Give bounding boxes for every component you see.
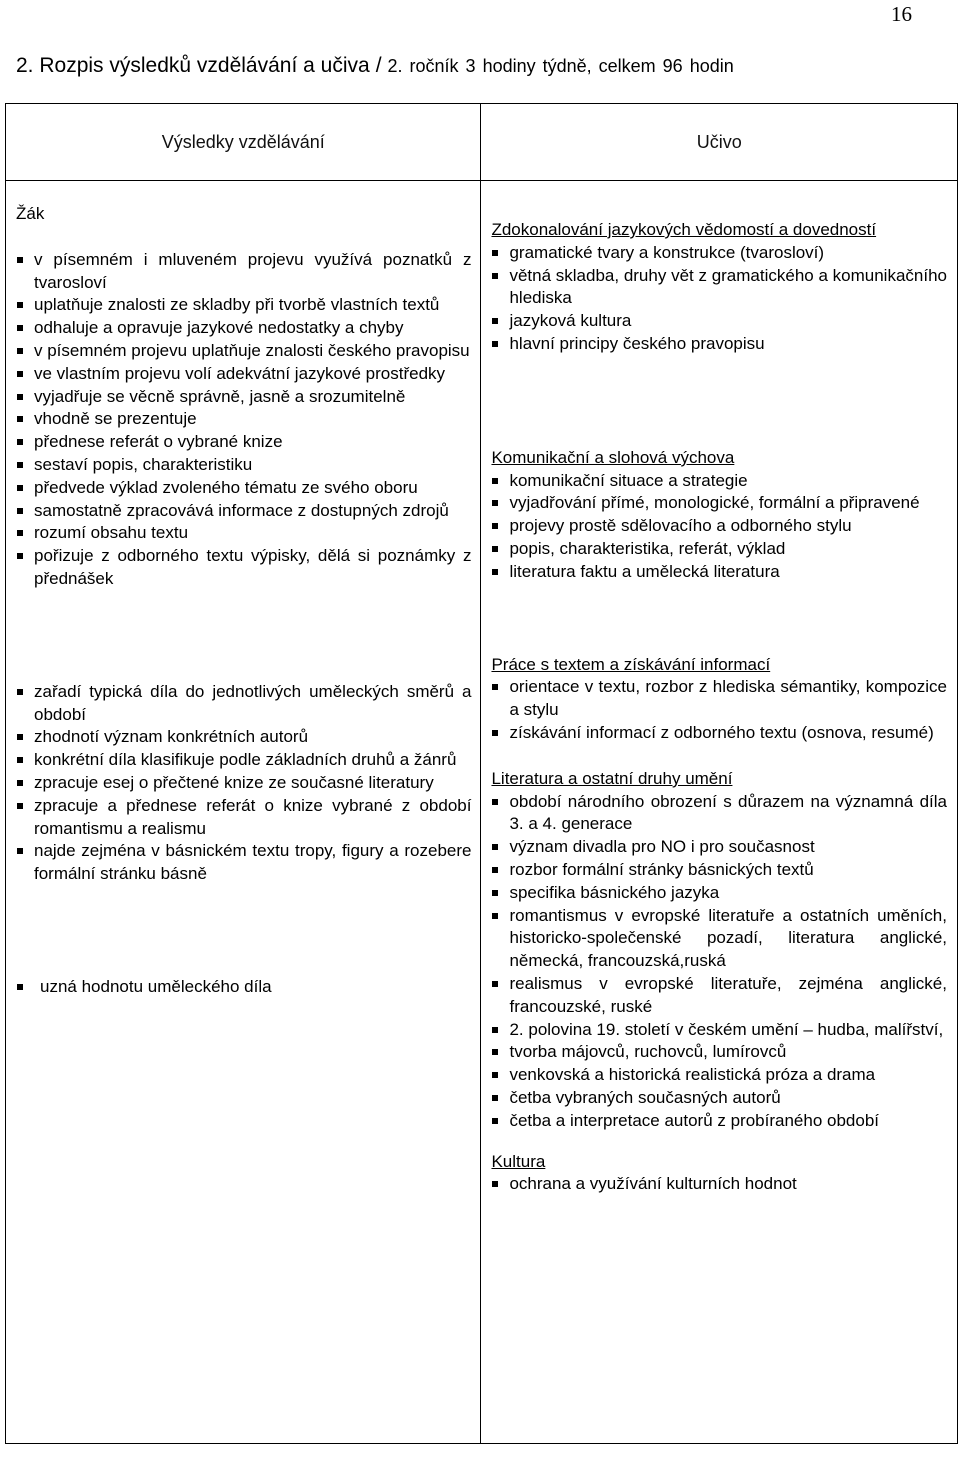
list-item: venkovská a historická realistická próza a drama (491, 1064, 947, 1087)
list-item: najde zejména v básnickém textu tropy, figury a rozebere formální stránku básně (16, 840, 471, 886)
list-item: orientace v textu, rozbor z hlediska sémantiky, kompozice a stylu (491, 676, 947, 722)
list-item: ve vlastním projevu volí adekvátní jazykové prostředky (16, 363, 471, 386)
section-title: Zdokonalování jazykových vědomostí a dovedností (491, 220, 877, 239)
list-item: hlavní principy českého pravopisu (491, 333, 947, 356)
section-literature (491, 768, 947, 1133)
heading-title: 2. Rozpis výsledků vzdělávání a učiva (16, 54, 370, 77)
list-item: zpracuje a přednese referát o knize vybrané z období romantismu a realismu (16, 795, 471, 841)
list-item: popis, charakteristika, referát, výklad (491, 538, 947, 561)
section-communication (491, 447, 947, 584)
section-title: Literatura a ostatní druhy umění (491, 768, 733, 788)
table-header-row (6, 104, 958, 181)
list-item: zařadí typická díla do jednotlivých uměleckých směrů a období (16, 681, 471, 727)
section-language (491, 219, 947, 356)
heading-separator: / (375, 54, 382, 77)
list-item: literatura faktu a umělecká literatura (491, 561, 947, 584)
list-item: tvorba májovců, ruchovců, lumírovců (491, 1041, 947, 1064)
curriculum-table (5, 103, 958, 1444)
list-item: v písemném i mluveném projevu využívá poznatků z tvarosloví (16, 249, 471, 295)
outcomes-list-culture (16, 976, 471, 999)
heading-detail: 2. ročník 3 hodiny týdně, celkem 96 hodin (387, 56, 734, 76)
list-item: samostatně zpracovává informace z dostupných zdrojů (16, 500, 471, 523)
learning-outcomes-cell (6, 181, 481, 1444)
list-item: vyjadřuje se věcně správně, jasně a srozumitelně (16, 386, 471, 409)
list-item: zpracuje esej o přečtené knize ze současné literatury (16, 772, 471, 795)
student-label: Žák (16, 204, 45, 223)
list-item: četba a interpretace autorů z probíraného období (491, 1110, 947, 1133)
table-body-row (6, 181, 958, 1444)
section-title: Komunikační a slohová výchova (491, 447, 735, 467)
section-culture (491, 1151, 947, 1197)
outcomes-list-language (16, 249, 471, 591)
list-item: pořizuje z odborného textu výpisky, dělá si poznámky z přednášek (16, 545, 471, 591)
list-item: sestaví popis, charakteristiku (16, 454, 471, 477)
list-item: gramatické tvary a konstrukce (tvarosloví) (491, 242, 947, 265)
list-item: rozbor formální stránky básnických textů (491, 859, 947, 882)
list-item: uzná hodnotu uměleckého díla (16, 976, 471, 999)
list-item: jazyková kultura (491, 310, 947, 333)
list-item: realismus v evropské literatuře, zejména anglické, francouzské, ruské (491, 973, 947, 1019)
list-item: získávání informací z odborného textu (osnova, resumé) (491, 722, 947, 745)
list-item: význam divadla pro NO i pro současnost (491, 836, 947, 859)
section-title: Kultura (491, 1151, 546, 1171)
list-item: specifika básnického jazyka (491, 882, 947, 905)
section-text-work (491, 654, 947, 745)
list-item: rozumí obsahu textu (16, 522, 471, 545)
list-item: vhodně se prezentuje (16, 408, 471, 431)
list-item: 2. polovina 19. století v českém umění – hudba, malířství, (491, 1019, 947, 1042)
page-heading (16, 54, 734, 78)
list-item: uplatňuje znalosti ze skladby při tvorbě vlastních textů (16, 294, 471, 317)
list-item: vyjadřování přímé, monologické, formální a připravené (491, 492, 947, 515)
page-number: 16 (891, 2, 912, 26)
list-item: konkrétní díla klasifikuje podle základních druhů a žánrů (16, 749, 471, 772)
list-item: zhodnotí význam konkrétních autorů (16, 726, 471, 749)
curriculum-cell (481, 181, 958, 1444)
list-item: větná skladba, druhy vět z gramatického a komunikačního hlediska (491, 265, 947, 311)
list-item: ochrana a využívání kulturních hodnot (491, 1173, 947, 1196)
list-item: přednese referát o vybrané knize (16, 431, 471, 454)
list-item: komunikační situace a strategie (491, 470, 947, 493)
list-item: romantismus v evropské literatuře a ostatních uměních, historicko-společenské pozadí, literatura anglické, německá, francouzská,ruská (491, 905, 947, 973)
list-item: projevy prostě sdělovacího a odborného stylu (491, 515, 947, 538)
list-item: předvede výklad zvoleného tématu ze svého oboru (16, 477, 471, 500)
list-item: četba vybraných současných autorů (491, 1087, 947, 1110)
list-item: období národního obrození s důrazem na významná díla 3. a 4. generace (491, 791, 947, 837)
header-curriculum: Učivo (481, 104, 958, 181)
section-title: Práce s textem a získávání informací (491, 654, 771, 674)
header-learning-outcomes: Výsledky vzdělávání (6, 104, 481, 181)
list-item: v písemném projevu uplatňuje znalosti českého pravopisu (16, 340, 471, 363)
list-item: odhaluje a opravuje jazykové nedostatky a chyby (16, 317, 471, 340)
outcomes-list-literature (16, 681, 471, 886)
